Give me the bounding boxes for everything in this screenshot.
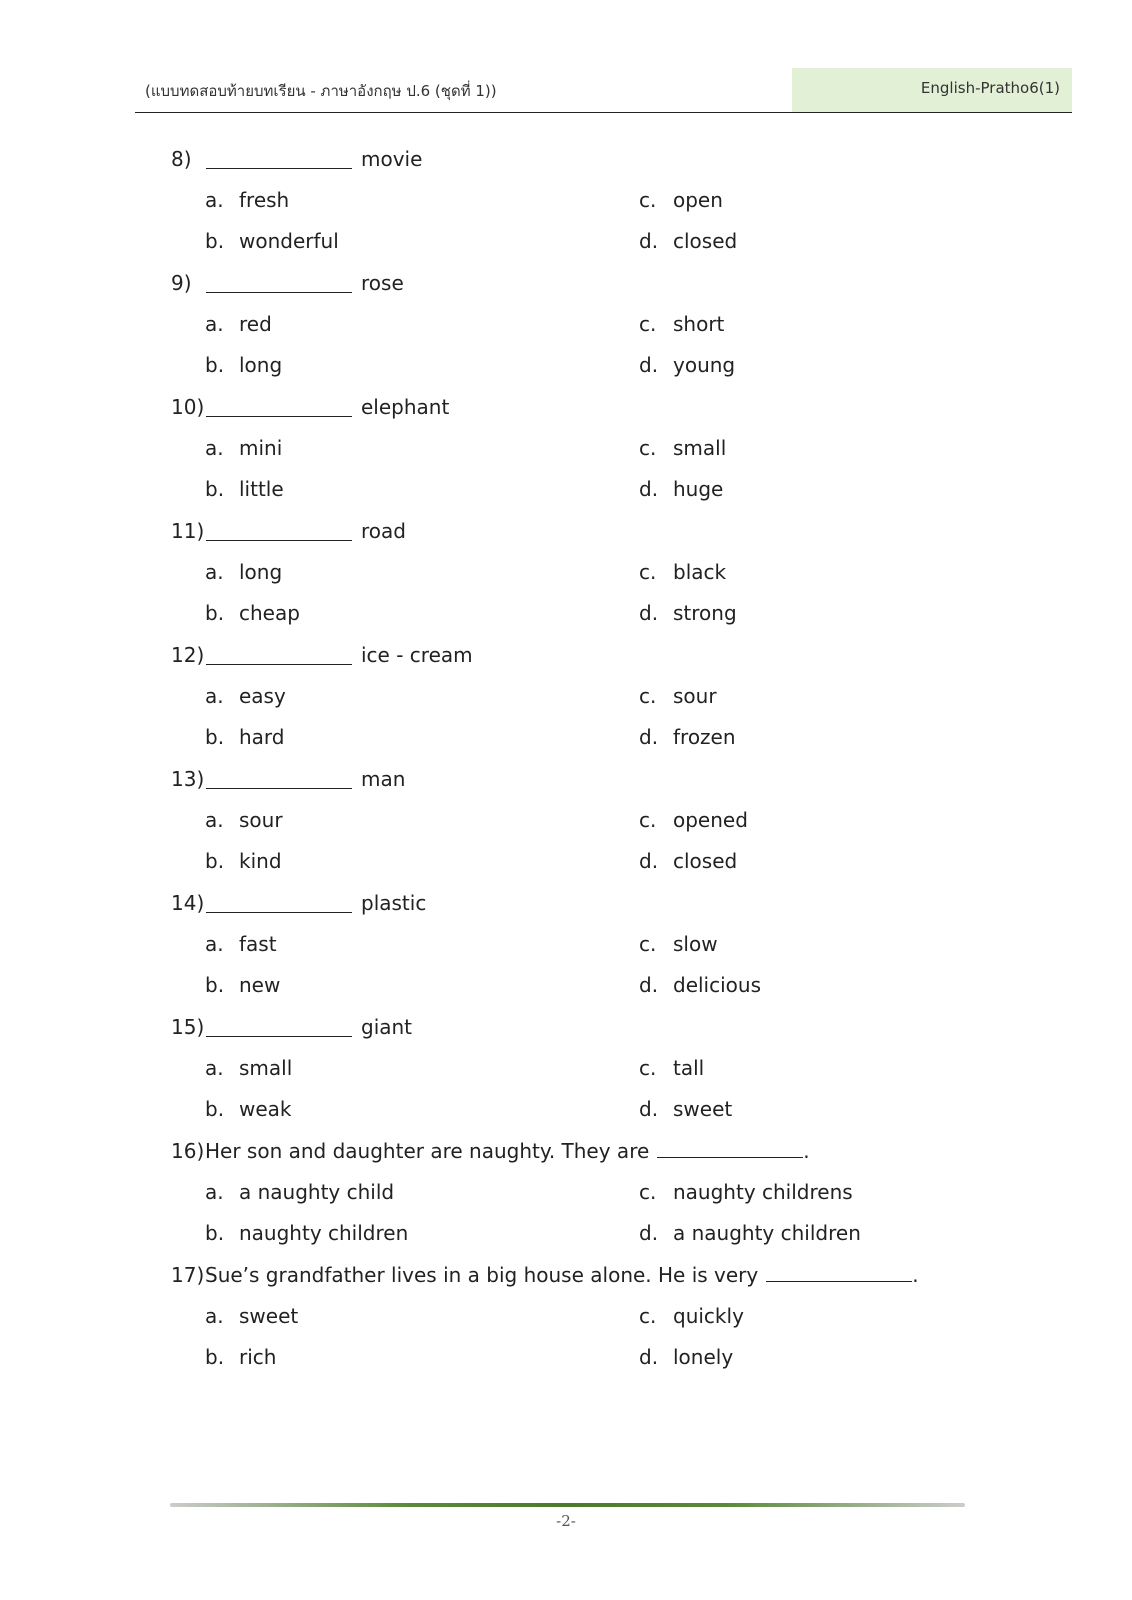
option-letter: a.: [205, 1056, 224, 1080]
option-row: [0, 1177, 1132, 1218]
option-row: [0, 350, 1132, 391]
question-number: 12): [171, 643, 205, 667]
option-text: small: [239, 1056, 293, 1080]
option-letter: a.: [205, 312, 224, 336]
option-letter: b.: [205, 1221, 225, 1245]
answer-blank: [206, 664, 352, 665]
option-row: [0, 681, 1132, 722]
question-sentence: [205, 1263, 919, 1287]
option-row: [0, 1218, 1132, 1259]
option-letter: c.: [639, 312, 657, 336]
question-sentence: [205, 1139, 810, 1163]
question-number: 14): [171, 891, 205, 915]
question-word: giant: [361, 1015, 413, 1039]
question-text: Her son and daughter are naughty. They are: [205, 1139, 650, 1163]
option-letter: c.: [639, 808, 657, 832]
option-text: rich: [239, 1345, 277, 1369]
option-row: [0, 1053, 1132, 1094]
option-text: closed: [673, 849, 738, 873]
question-text: Sue’s grandfather lives in a big house alone. He is very: [205, 1263, 759, 1287]
option-row: [0, 1342, 1132, 1383]
answer-blank: [206, 540, 352, 541]
question-number: 9): [171, 271, 192, 295]
option-row: [0, 557, 1132, 598]
option-letter: d.: [639, 725, 659, 749]
option-text: a naughty child: [239, 1180, 395, 1204]
option-letter: c.: [639, 684, 657, 708]
answer-blank: [206, 416, 352, 417]
question-word: plastic: [361, 891, 427, 915]
answer-blank: [766, 1263, 912, 1282]
option-row: [0, 598, 1132, 639]
option-text: young: [673, 353, 736, 377]
option-letter: b.: [205, 477, 225, 501]
period: .: [803, 1139, 810, 1163]
option-row: [0, 185, 1132, 226]
option-letter: a.: [205, 188, 224, 212]
question-number: 8): [171, 147, 192, 171]
option-row: [0, 309, 1132, 350]
option-text: long: [239, 560, 283, 584]
option-letter: b.: [205, 725, 225, 749]
period: .: [912, 1263, 919, 1287]
option-letter: c.: [639, 436, 657, 460]
option-text: hard: [239, 725, 285, 749]
option-text: new: [239, 973, 281, 997]
question-number: 13): [171, 767, 205, 791]
option-text: fresh: [239, 188, 290, 212]
option-letter: a.: [205, 1180, 224, 1204]
option-text: sweet: [239, 1304, 299, 1328]
question: [0, 515, 1132, 557]
question: [0, 639, 1132, 681]
option-text: little: [239, 477, 284, 501]
option-letter: a.: [205, 436, 224, 460]
option-letter: b.: [205, 601, 225, 625]
answer-blank: [206, 788, 352, 789]
question-word: man: [361, 767, 406, 791]
option-letter: b.: [205, 973, 225, 997]
option-letter: c.: [639, 932, 657, 956]
option-text: closed: [673, 229, 738, 253]
option-letter: d.: [639, 973, 659, 997]
option-text: wonderful: [239, 229, 339, 253]
option-text: black: [673, 560, 727, 584]
option-text: frozen: [673, 725, 736, 749]
option-letter: d.: [639, 1221, 659, 1245]
option-text: opened: [673, 808, 748, 832]
option-text: small: [673, 436, 727, 460]
question: [0, 267, 1132, 309]
option-text: quickly: [673, 1304, 744, 1328]
answer-blank: [657, 1139, 803, 1158]
option-row: [0, 970, 1132, 1011]
option-row: [0, 846, 1132, 887]
answer-blank: [206, 292, 352, 293]
option-letter: d.: [639, 1345, 659, 1369]
option-letter: c.: [639, 1304, 657, 1328]
option-text: a naughty children: [673, 1221, 861, 1245]
option-text: naughty children: [239, 1221, 409, 1245]
question-word: rose: [361, 271, 404, 295]
option-row: [0, 1094, 1132, 1135]
footer-divider: [170, 1503, 965, 1507]
option-letter: a.: [205, 560, 224, 584]
option-row: [0, 805, 1132, 846]
option-text: sour: [673, 684, 717, 708]
question-list: [0, 143, 1132, 1383]
option-letter: b.: [205, 849, 225, 873]
question-number: 11): [171, 519, 205, 543]
option-letter: b.: [205, 1345, 225, 1369]
question-word: movie: [361, 147, 423, 171]
header-title: (แบบทดสอบท้ายบทเรียน - ภาษาอังกฤษ ป.6 (ชุดที่ 1)): [145, 82, 497, 100]
option-row: [0, 722, 1132, 763]
question-number: 16): [171, 1139, 205, 1163]
option-row: [0, 929, 1132, 970]
option-text: short: [673, 312, 725, 336]
question-number: 15): [171, 1015, 205, 1039]
question: [0, 1259, 1132, 1301]
option-text: cheap: [239, 601, 300, 625]
option-letter: a.: [205, 932, 224, 956]
header-tag-text: English-Pratho6(1): [920, 79, 1060, 97]
option-text: weak: [239, 1097, 292, 1121]
header-tag: [792, 68, 1072, 112]
question: [0, 143, 1132, 185]
option-text: sour: [239, 808, 283, 832]
option-row: [0, 1301, 1132, 1342]
option-text: long: [239, 353, 283, 377]
question: [0, 1011, 1132, 1053]
option-row: [0, 226, 1132, 267]
question: [0, 1135, 1132, 1177]
option-text: red: [239, 312, 272, 336]
question: [0, 391, 1132, 433]
option-text: fast: [239, 932, 277, 956]
option-text: open: [673, 188, 723, 212]
option-text: delicious: [673, 973, 761, 997]
option-row: [0, 433, 1132, 474]
question-number: 17): [171, 1263, 205, 1287]
question-word: road: [361, 519, 406, 543]
option-letter: d.: [639, 229, 659, 253]
page-number: -2-: [556, 1512, 576, 1530]
option-letter: c.: [639, 1180, 657, 1204]
option-letter: b.: [205, 1097, 225, 1121]
answer-blank: [206, 168, 352, 169]
question-number: 10): [171, 395, 205, 419]
option-text: strong: [673, 601, 737, 625]
option-text: naughty childrens: [673, 1180, 853, 1204]
option-row: [0, 474, 1132, 515]
option-text: kind: [239, 849, 282, 873]
question: [0, 887, 1132, 929]
option-letter: a.: [205, 684, 224, 708]
option-letter: d.: [639, 477, 659, 501]
option-letter: c.: [639, 188, 657, 212]
option-letter: b.: [205, 229, 225, 253]
option-text: mini: [239, 436, 283, 460]
option-letter: b.: [205, 353, 225, 377]
option-letter: d.: [639, 601, 659, 625]
answer-blank: [206, 1036, 352, 1037]
option-letter: a.: [205, 1304, 224, 1328]
question-word: elephant: [361, 395, 450, 419]
option-letter: c.: [639, 560, 657, 584]
header-divider: [135, 112, 1072, 113]
option-text: lonely: [673, 1345, 734, 1369]
option-letter: d.: [639, 353, 659, 377]
answer-blank: [206, 912, 352, 913]
option-letter: d.: [639, 849, 659, 873]
option-text: huge: [673, 477, 724, 501]
option-letter: d.: [639, 1097, 659, 1121]
option-letter: a.: [205, 808, 224, 832]
option-text: slow: [673, 932, 718, 956]
option-letter: c.: [639, 1056, 657, 1080]
question: [0, 763, 1132, 805]
option-text: tall: [673, 1056, 705, 1080]
option-text: easy: [239, 684, 286, 708]
option-text: sweet: [673, 1097, 733, 1121]
question-word: ice - cream: [361, 643, 473, 667]
